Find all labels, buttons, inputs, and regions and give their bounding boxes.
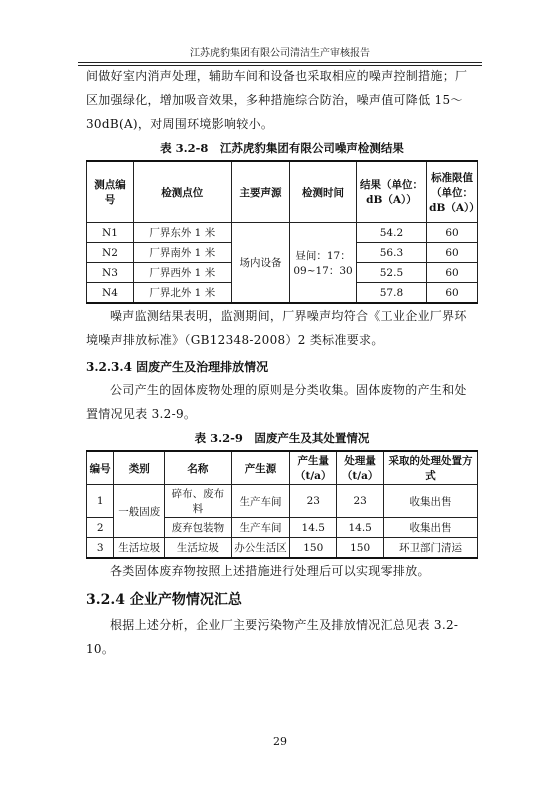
paragraph-solid-waste-intro: 公司产生的固体废物处理的原则是分类收集。固体废物的产生和处置情况见表 3.2-9。 (86, 383, 467, 421)
cell-method: 收集出售 (384, 518, 478, 538)
col-header-name: 名称 (165, 451, 231, 485)
cell-result: 52.5 (356, 263, 426, 283)
table-caption-waste: 表 3.2-9 固废产生及其处置情况 (194, 431, 370, 445)
solid-waste-table (86, 450, 478, 559)
cell-source: 办公生活区 (231, 538, 290, 559)
cell-limit: 60 (427, 223, 478, 243)
cell-produced: 14.5 (290, 518, 337, 538)
col-header-source: 产生源 (231, 451, 290, 485)
cell-limit: 60 (427, 263, 478, 283)
col-header-treated: 处理量（t/a） (337, 451, 384, 485)
cell-produced: 150 (290, 538, 337, 559)
page-content (86, 64, 478, 661)
cell-result: 56.3 (356, 243, 426, 263)
cell-no: 1 (87, 485, 114, 518)
section-heading-324: 3.2.4 企业产物情况汇总 (86, 592, 242, 608)
table-header-row (87, 161, 478, 223)
col-header-no: 编号 (87, 451, 114, 485)
cell-id: N2 (87, 243, 134, 263)
table-caption-noise: 表 3.2-8 江苏虎豹集团有限公司噪声检测结果 (160, 141, 404, 155)
cell-result: 57.8 (356, 283, 426, 304)
cell-category: 生活垃圾 (114, 538, 165, 559)
table-row (87, 538, 478, 559)
cell-method: 环卫部门清运 (384, 538, 478, 559)
cell-location: 厂界西外 1 米 (133, 263, 231, 283)
cell-produced: 23 (290, 485, 337, 518)
cell-treated: 23 (337, 485, 384, 518)
cell-source: 生产车间 (231, 518, 290, 538)
paragraph-noise-measures: 间做好室内消声处理，辅助车间和设备也采取相应的噪声控制措施；厂区加强绿化，增加吸音效果，多种措施综合防治，噪声值可降低 15～30dB(A)，对周围环境影响较小。 (86, 69, 468, 131)
cell-id: N3 (87, 263, 134, 283)
header-title: 江苏虎豹集团有限公司清洁生产审核报告 (190, 48, 370, 59)
cell-location: 厂界南外 1 米 (133, 243, 231, 263)
cell-location: 厂界北外 1 米 (133, 283, 231, 304)
page-header (78, 44, 482, 63)
paragraph-noise-conclusion: 噪声监测结果表明，监测期间，厂界噪声均符合《工业企业厂界环境噪声排放标准》（GB12348-2008）2 类标准要求。 (86, 309, 467, 347)
noise-results-table (86, 160, 478, 304)
cell-name: 废弃包装物 (165, 518, 231, 538)
table-header-row (87, 451, 478, 485)
col-header-produced: 产生量（t/a） (290, 451, 337, 485)
cell-category: 一般固废 (114, 485, 165, 538)
col-header-limit: 标准限值（单位：dB（A）） (427, 161, 478, 223)
cell-limit: 60 (427, 283, 478, 304)
cell-limit: 60 (427, 243, 478, 263)
cell-no: 2 (87, 518, 114, 538)
col-header-source: 主要声源 (231, 161, 290, 223)
col-header-id: 测点编号 (87, 161, 134, 223)
col-header-category: 类别 (114, 451, 165, 485)
cell-method: 收集出售 (384, 485, 478, 518)
cell-id: N1 (87, 223, 134, 243)
cell-time: 昼间：17：09~17：30 (290, 223, 356, 304)
paragraph-summary-ref: 根据上述分析，企业厂主要污染物产生及排放情况汇总见表 3.2-10。 (86, 618, 459, 656)
cell-id: N4 (87, 283, 134, 304)
cell-result: 54.2 (356, 223, 426, 243)
col-header-location: 检测点位 (133, 161, 231, 223)
cell-location: 厂界东外 1 米 (133, 223, 231, 243)
table-row (87, 485, 478, 518)
cell-name: 碎布、废布料 (165, 485, 231, 518)
col-header-time: 检测时间 (290, 161, 356, 223)
cell-source: 场内设备 (231, 223, 290, 304)
col-header-method: 采取的处理处置方式 (384, 451, 478, 485)
cell-no: 3 (87, 538, 114, 559)
cell-source: 生产车间 (231, 485, 290, 518)
cell-name: 生活垃圾 (165, 538, 231, 559)
cell-treated: 150 (337, 538, 384, 559)
cell-treated: 14.5 (337, 518, 384, 538)
col-header-result: 结果（单位：dB（A）） (356, 161, 426, 223)
section-heading-3234: 3.2.3.4 固废产生及治理排放情况 (86, 360, 269, 374)
page-number: 29 (273, 735, 287, 748)
paragraph-zero-discharge: 各类固体废弃物按照上述措施进行处理后可以实现零排放。 (110, 564, 430, 578)
table-row (87, 223, 478, 243)
